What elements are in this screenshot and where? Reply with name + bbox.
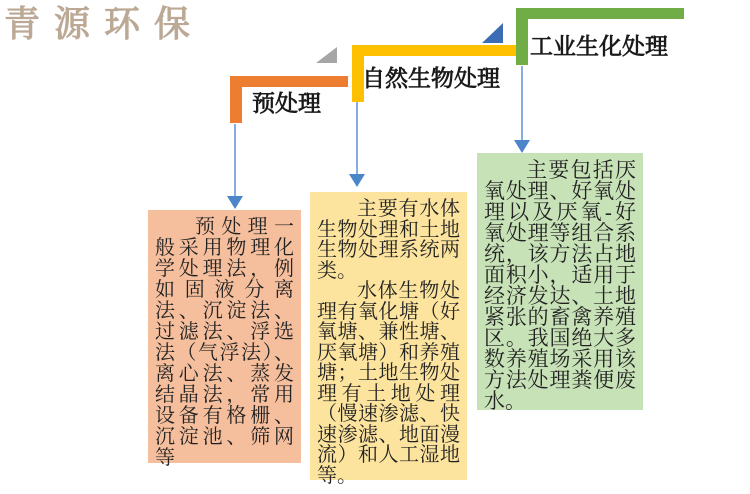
arrow1-down-arrowhead-icon [227,196,243,209]
natural-bio-detail-text-1: 主要有水体生物处理和土地生物处理系统两类。 [317,198,460,282]
natural-bio-treatment-detail-box [310,192,467,487]
step3-bar-horizontal [516,8,684,19]
blue-wedge-triangle-icon [482,23,503,43]
company-logo: 青源环保 [4,3,205,44]
step2-bar-horizontal [352,45,516,56]
arrow3-stem [521,66,523,140]
arrow2-down-arrowhead-icon [349,174,365,187]
step2-label: 自然生物处理 [362,66,500,91]
step1-label: 预处理 [252,91,321,116]
pretreatment-detail-text: 预处理一般采用物理化学处理法，例如固液分离法、沉淀法、过滤法、浮选法（气浮法）、离心法、蒸发结晶法，常用设备有格栅、沉淀池、筛网等 [155,216,294,469]
industrial-biochemical-detail-text: 主要包括厌氧处理、好氧处理以及厌氧-好氧处理等组合系统，该方法占地面积小，适用于经济发达、土地紧张的畜禽养殖区。我国绝大多数养殖场采用该方法处理粪便废水。 [484,158,636,413]
natural-bio-detail-text-2: 水体生物处理有氧化塘（好氧塘、兼性塘、厌氧塘）和养殖塘；土地生物处理有土地处理（慢速渗滤、快速渗滤、地面漫流）和人工湿地等。 [317,280,460,487]
arrow2-stem [356,102,358,174]
step3-label: 工业生化处理 [530,34,668,59]
arrow3-down-arrowhead-icon [514,140,530,153]
pretreatment-detail-box [148,210,301,469]
arrow1-stem [234,124,236,196]
industrial-biochemical-detail-box [477,153,643,413]
gray-wedge-triangle-icon [316,47,337,63]
